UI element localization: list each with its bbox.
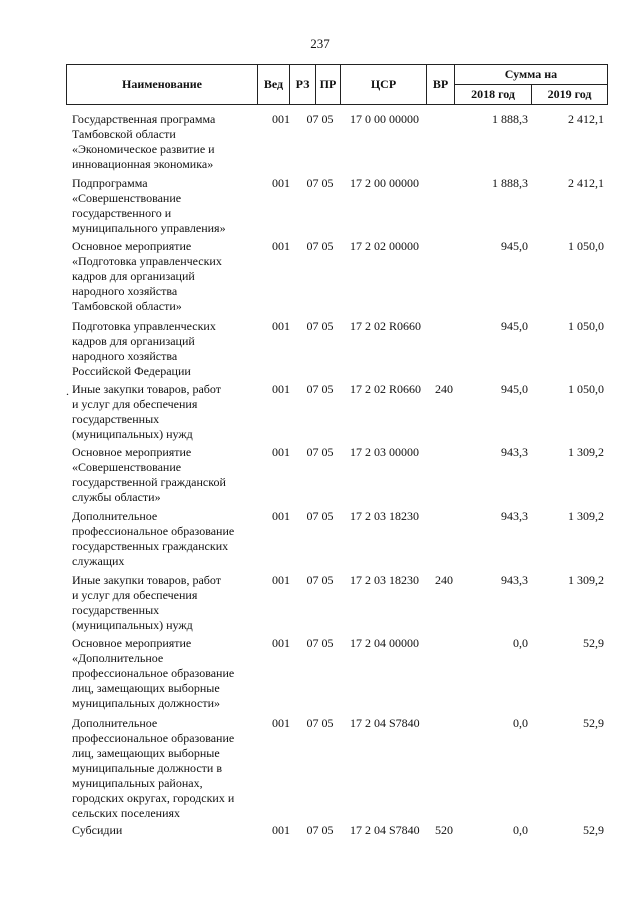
row-sum-2019: 2 412,1: [568, 176, 604, 190]
row-sum-2018: 945,0: [501, 239, 528, 253]
row-sum-2018: 0,0: [513, 716, 528, 730]
page-number: 237: [310, 36, 330, 51]
row-ved: 001: [272, 382, 290, 396]
header-rz: РЗ: [289, 64, 316, 105]
row-sum-2018: 945,0: [501, 319, 528, 333]
row-rzpr: 07 05: [306, 239, 334, 253]
row-sum-2018: 0,0: [513, 636, 528, 650]
row-rzpr: 07 05: [306, 112, 334, 126]
row-sum-2018: 943,3: [501, 445, 528, 459]
row-ved: 001: [272, 636, 290, 650]
row-sum-2018: 945,0: [501, 382, 528, 396]
row-rzpr: 07 05: [306, 573, 334, 587]
row-sum-2019: 52,9: [583, 823, 604, 837]
row-ved: 001: [272, 573, 290, 587]
header-2018: 2018 год: [454, 84, 532, 105]
row-csr: 17 2 04 S7840: [350, 823, 420, 837]
row-ved: 001: [272, 445, 290, 459]
row-name: Дополнительное профессиональное образование лиц, замещающих выборные муниципальные должности в муниципальных районах, городских округах, городских и сельских поселениях: [72, 716, 235, 820]
row-csr: 17 2 02 R0660: [350, 382, 422, 396]
row-csr: 17 2 02 R0660: [350, 319, 422, 333]
row-sum-2019: 1 050,0: [568, 239, 604, 253]
row-ved: 001: [272, 176, 290, 190]
row-ved: 001: [272, 112, 290, 126]
header-name: Наименование: [66, 64, 258, 105]
row-name: Государственная программа Тамбовской области «Экономическое развитие и инновационная экономика»: [72, 112, 216, 171]
row-csr: 17 2 04 S7840: [350, 716, 420, 730]
row-ved: 001: [272, 716, 290, 730]
header-2019: 2019 год: [531, 84, 608, 105]
row-rzpr: 07 05: [306, 636, 334, 650]
row-csr: 17 2 00 00000: [350, 176, 419, 190]
row-sum-2018: 943,3: [501, 573, 528, 587]
row-vr: 240: [435, 573, 453, 587]
row-csr: 17 2 03 18230: [350, 509, 419, 523]
header-sum: Сумма на: [454, 64, 608, 85]
row-ved: 001: [272, 509, 290, 523]
margin-mark: .: [66, 384, 69, 398]
row-csr: 17 2 02 00000: [350, 239, 419, 253]
row-sum-2019: 52,9: [583, 716, 604, 730]
header-csr: ЦСР: [340, 64, 427, 105]
row-csr: 17 2 04 00000: [350, 636, 419, 650]
row-rzpr: 07 05: [306, 445, 334, 459]
row-sum-2018: 1 888,3: [492, 112, 528, 126]
row-sum-2019: 1 050,0: [568, 319, 604, 333]
row-name: Подготовка управленческих кадров для организаций народного хозяйства Российской Федерации: [72, 319, 216, 378]
row-rzpr: 07 05: [306, 509, 334, 523]
row-sum-2019: 1 309,2: [568, 573, 604, 587]
row-sum-2018: 943,3: [501, 509, 528, 523]
header-pr: ПР: [315, 64, 341, 105]
row-ved: 001: [272, 319, 290, 333]
row-sum-2018: 1 888,3: [492, 176, 528, 190]
row-rzpr: 07 05: [306, 382, 334, 396]
row-name: Основное мероприятие «Совершенствование государственной гражданской службы области»: [72, 445, 226, 504]
row-sum-2019: 2 412,1: [568, 112, 604, 126]
row-name: Подпрограмма «Совершенствование государственного и муниципального управления»: [72, 176, 226, 235]
row-csr: 17 0 00 00000: [350, 112, 419, 126]
row-vr: 240: [435, 382, 453, 396]
row-ved: 001: [272, 239, 290, 253]
row-vr: 520: [435, 823, 453, 837]
row-name: Субсидии: [72, 823, 123, 837]
row-sum-2019: 52,9: [583, 636, 604, 650]
row-sum-2018: 0,0: [513, 823, 528, 837]
header-vr: ВР: [426, 64, 455, 105]
row-csr: 17 2 03 18230: [350, 573, 419, 587]
row-rzpr: 07 05: [306, 176, 334, 190]
row-name: Основное мероприятие «Подготовка управленческих кадров для организаций народного хозяйства Тамбовской области»: [72, 239, 222, 313]
row-rzpr: 07 05: [306, 319, 334, 333]
row-rzpr: 07 05: [306, 823, 334, 837]
row-sum-2019: 1 050,0: [568, 382, 604, 396]
row-ved: 001: [272, 823, 290, 837]
row-name: Иные закупки товаров, работ и услуг для обеспечения государственных (муниципальных) нужд: [72, 382, 221, 441]
header-ved: Вед: [257, 64, 290, 105]
row-name: Иные закупки товаров, работ и услуг для обеспечения государственных (муниципальных) нужд: [72, 573, 221, 632]
row-rzpr: 07 05: [306, 716, 334, 730]
row-sum-2019: 1 309,2: [568, 509, 604, 523]
row-sum-2019: 1 309,2: [568, 445, 604, 459]
row-name: Основное мероприятие «Дополнительное профессиональное образование лиц, замещающих выборные муниципальных должности»: [72, 636, 235, 710]
row-name: Дополнительное профессиональное образование государственных гражданских служащих: [72, 509, 235, 568]
row-csr: 17 2 03 00000: [350, 445, 419, 459]
